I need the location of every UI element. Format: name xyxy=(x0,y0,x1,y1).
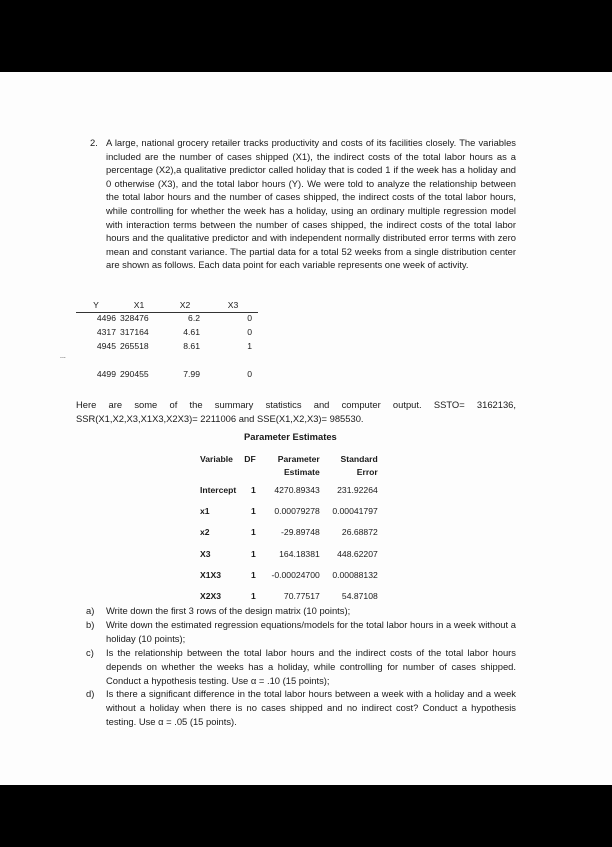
cell: 1 xyxy=(250,527,256,538)
cell: 265518 xyxy=(120,341,149,351)
cell: 1 xyxy=(250,591,256,602)
table-row xyxy=(76,339,258,353)
cell: 1 xyxy=(250,569,256,580)
question-label: a) xyxy=(86,605,95,616)
cell: 4.61 xyxy=(183,327,200,337)
cell: 1 xyxy=(247,341,252,351)
cell: 0.00041797 xyxy=(332,505,378,516)
table-row xyxy=(76,311,258,325)
table-row xyxy=(196,500,382,521)
cell: 54.87108 xyxy=(341,591,378,602)
question-b xyxy=(86,618,516,646)
cell: X1X3 xyxy=(200,569,222,580)
header-x1: X1 xyxy=(133,300,145,310)
table-rule xyxy=(76,312,258,313)
cell: 448.62207 xyxy=(337,548,378,559)
cell: 290455 xyxy=(120,369,149,379)
cell: X2X3 xyxy=(200,591,222,602)
cell: 0 xyxy=(247,327,252,337)
header-x3: X3 xyxy=(227,300,239,310)
table-row xyxy=(196,543,382,564)
question-text: Is there a significant difference in the total labor hours between a week with a holiday and a week without a holiday when there is no cases shipped and no indirect cost? Conduct a hypothesis testing. Use α = .05 (15 points). xyxy=(106,688,516,728)
cell: 0.00088132 xyxy=(332,569,378,580)
cell: 4317 xyxy=(96,327,116,337)
cell: 1 xyxy=(250,548,256,559)
question-text: Write down the estimated regression equations/models for the total labor hours in a week without a holiday (10 points); xyxy=(106,618,516,644)
header-df: DF xyxy=(244,454,256,464)
table-row xyxy=(76,325,258,339)
table-row xyxy=(196,479,382,500)
cell: X3 xyxy=(200,548,211,559)
summary-statistics: Here are some of the summary statistics and computer output. SSTO= 3162136, SSR(X1,X2,X3,X1X3,X2X3)= 2211006 and SSE(X1,X2,X3)= 985530. xyxy=(76,399,516,424)
header-variable: Variable xyxy=(200,454,233,464)
table-row xyxy=(76,367,258,381)
cell: 231.92264 xyxy=(337,484,378,495)
ellipsis: ... xyxy=(60,353,66,360)
header-x2: X2 xyxy=(179,300,191,310)
cell: 1 xyxy=(250,505,256,516)
parameter-estimates-title: Parameter Estimates xyxy=(244,431,337,442)
cell: 4945 xyxy=(96,341,116,351)
cell: 328476 xyxy=(120,313,149,323)
parameter-estimates-table xyxy=(196,453,382,607)
header-y: Y xyxy=(93,300,99,310)
header-estimate: Parameter Estimate xyxy=(277,454,320,477)
cell: 0 xyxy=(247,313,252,323)
cell: x1 xyxy=(200,505,210,516)
cell: 70.77517 xyxy=(283,591,320,602)
cell: 6.2 xyxy=(188,313,200,323)
cell: 0 xyxy=(247,369,252,379)
cell: -0.00024700 xyxy=(271,569,320,580)
document-page xyxy=(0,72,612,785)
cell: 4270.89343 xyxy=(274,484,320,495)
cell: 0.00079278 xyxy=(274,505,320,516)
cell: 1 xyxy=(250,484,256,495)
header-std-error: Standard Error xyxy=(340,454,378,477)
question-label: d) xyxy=(86,688,95,700)
question-text: Is the relationship between the total labor hours and the indirect costs of the total labor hours depends on whether the weeks has a holiday, while controlling for number of cases shipped. Conduct a hypothesis testing. Use α = .10 (15 points); xyxy=(106,646,516,686)
cell: 26.68872 xyxy=(341,527,378,538)
cell: 7.99 xyxy=(183,369,200,379)
question-a xyxy=(86,604,516,618)
cell: 164.18381 xyxy=(279,548,320,559)
question-label: c) xyxy=(86,646,94,658)
ellipsis-row xyxy=(76,353,258,367)
cell: Intercept xyxy=(200,484,237,495)
questions-list xyxy=(86,604,516,729)
question-number: 2. xyxy=(90,137,98,148)
cell: x2 xyxy=(200,527,210,538)
cell: 4496 xyxy=(96,313,116,323)
question-label: b) xyxy=(86,618,95,630)
question-d xyxy=(86,687,516,729)
cell: 8.61 xyxy=(183,341,200,351)
table-row xyxy=(196,522,382,543)
cell: 4499 xyxy=(96,369,116,379)
problem-intro: A large, national grocery retailer tracks productivity and costs of its facilities closely. The variables included are the number of cases shipped (X1), the indirect costs of the total labor hours as a percentage (X2),a qualitative predictor called holiday that is coded 1 if the week has a holiday and 0 otherwise (X3), and the total labor hours (Y). We were told to analyze the relationship between the total labor hours and the number of cases shipped, the indirect costs of the total labor hours, while controlling for whether the week has a holiday, using an ordinary multiple regression model with interaction terms between the number of cases shipped, the indirect costs of the total labor hours and the qualitative predictor and with independent normally distributed error terms with zero mean and constant variance. The partial data for a total 52 weeks from a single distribution center are shown as follows. Each data point for each variable represents one week of activity. xyxy=(106,137,516,271)
question-text: Write down the first 3 rows of the design matrix (10 points); xyxy=(106,605,351,616)
cell: 317164 xyxy=(120,327,149,337)
cell: -29.89748 xyxy=(281,527,320,538)
table-row xyxy=(196,564,382,585)
question-c xyxy=(86,646,516,688)
